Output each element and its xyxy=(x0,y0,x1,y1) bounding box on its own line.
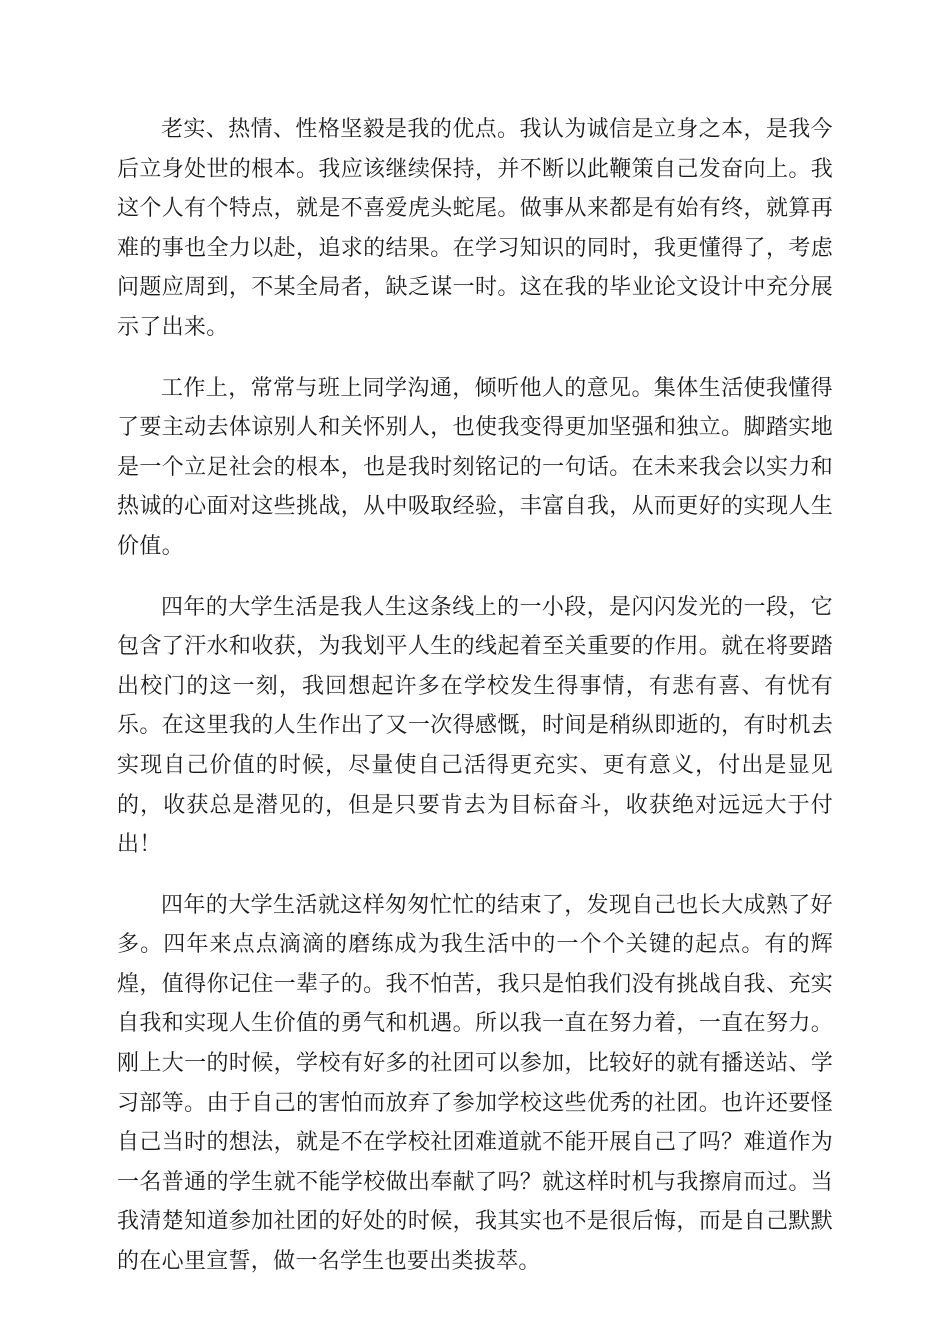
paragraph-4: 四年的大学生活就这样匆匆忙忙的结束了，发现自己也长大成熟了好多。四年来点点滴滴的磨练成为我生活中的一个个关键的起点。有的辉煌，值得你记住一辈子的。我不怕苦，我只是怕我们没有挑战自我、充实自我和实现人生价值的勇气和机遇。所以我一直在努力着，一直在努力。刚上大一的时候，学校有好多的社团可以参加，比较好的就有播送站、学习部等。由于自己的害怕而放弃了参加学校这些优秀的社团。也许还要怪自己当时的想法，就是不在学校社团难道就不能开展自己了吗？难道作为一名普通的学生就不能学校做出奉献了吗？就这样时机与我擦肩而过。当我清楚知道参加社团的好处的时候，我其实也不是很后悔，而是自己默默的在心里宣誓，做一名学生也要出类拔萃。 xyxy=(117,892,833,1275)
paragraph-3: 四年的大学生活是我人生这条线上的一小段，是闪闪发光的一段，它包含了汗水和收获，为我划平人生的线起着至关重要的作用。就在将要踏出校门的这一刻，我回想起许多在学校发生得事情，有悲有喜、有忧有乐。在这里我的人生作出了又一次得感慨，时间是稍纵即逝的，有时机去实现自己价值的时候，尽量使自己活得更充实、更有意义，付出是显见的，收获总是潜见的，但是只要肯去为目标奋斗，收获绝对远远大于付出！ xyxy=(117,594,833,858)
paragraph-1: 老实、热情、性格坚毅是我的优点。我认为诚信是立身之本，是我今后立身处世的根本。我应该继续保持，并不断以此鞭策自己发奋向上。我这个人有个特点，就是不喜爱虎头蛇尾。做事从来都是有始有终，就算再难的事也全力以赴，追求的结果。在学习知识的同时，我更懂得了，考虑问题应周到，不某全局者，缺乏谋一时。这在我的毕业论文设计中充分展示了出来。 xyxy=(117,117,833,340)
document-body xyxy=(117,110,833,1303)
paragraph-2: 工作上，常常与班上同学沟通，倾听他人的意见。集体生活使我懂得了要主动去体谅别人和关怀别人，也使我变得更加坚强和独立。脚踏实地是一个立足社会的根本，也是我时刻铭记的一句话。在未来我会以实力和热诚的心面对这些挑战，从中吸取经验，丰富自我，从而更好的实现人生价值。 xyxy=(117,375,833,559)
